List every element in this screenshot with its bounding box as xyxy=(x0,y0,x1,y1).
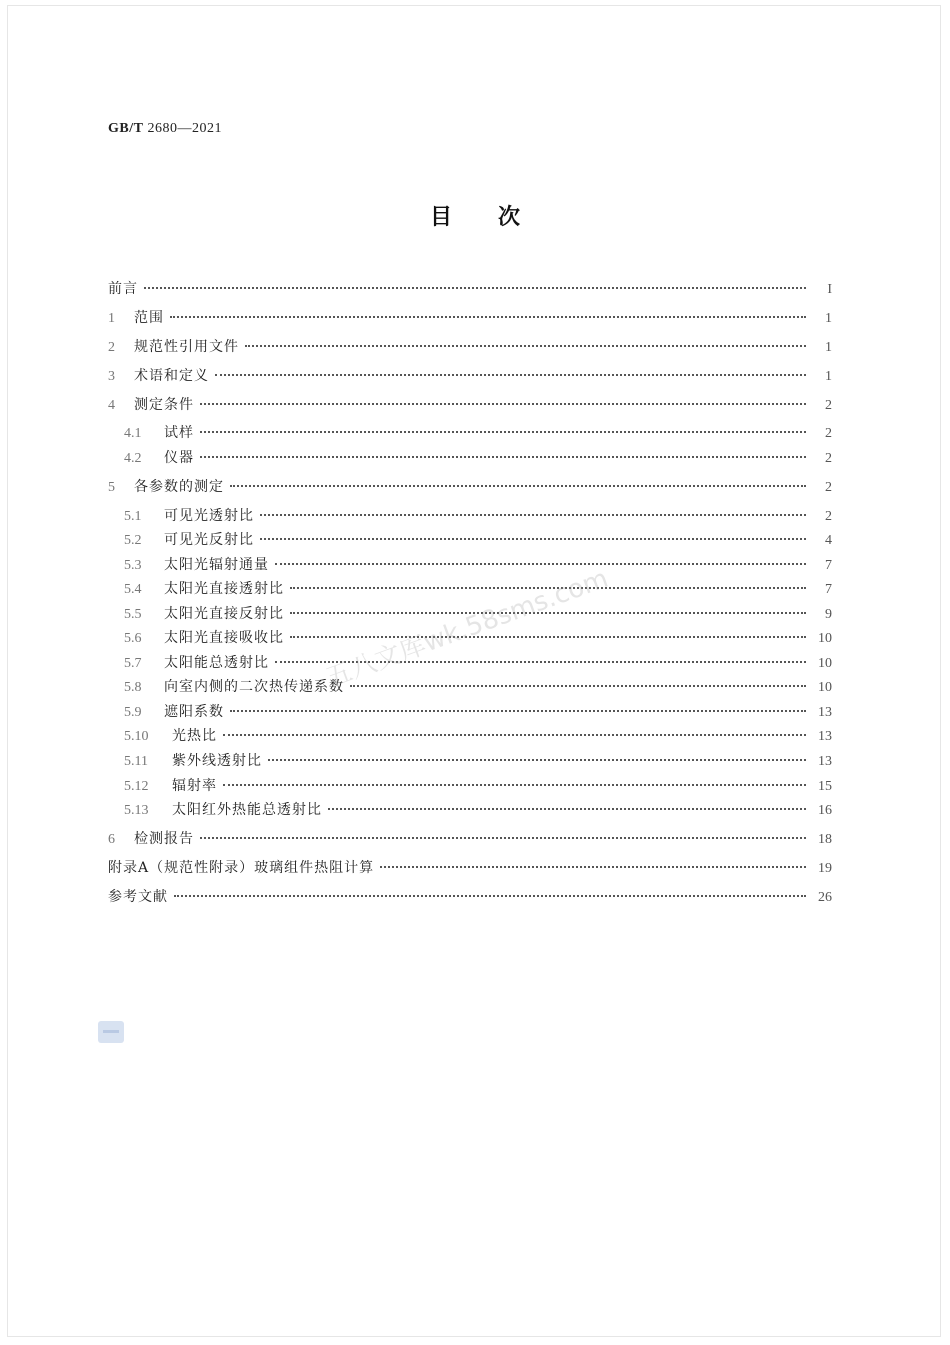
toc-entry-number: 3 xyxy=(108,369,115,384)
toc-page-number: 9 xyxy=(825,607,832,622)
dot-leader xyxy=(200,403,806,405)
toc-entry-5-8[interactable] xyxy=(124,676,832,698)
toc-entry-label: 各参数的测定 xyxy=(134,479,224,495)
toc-entry-label: 太阳光直接反射比 xyxy=(164,606,284,622)
toc-entry-label: 可见光透射比 xyxy=(164,508,254,524)
toc-page-number: 15 xyxy=(818,779,832,794)
publisher-logo-icon xyxy=(98,1021,124,1043)
toc-entry-5-11[interactable] xyxy=(124,750,832,772)
dot-leader xyxy=(328,808,806,810)
dot-leader xyxy=(380,866,806,868)
toc-entry-5-7[interactable] xyxy=(124,652,832,674)
toc-page-number: 18 xyxy=(818,832,832,847)
toc-entry-2[interactable] xyxy=(108,336,832,358)
dot-leader xyxy=(230,485,806,487)
toc-entry-number: 2 xyxy=(108,340,115,355)
toc-page-number: 2 xyxy=(825,480,832,495)
toc-entry-5-9[interactable] xyxy=(124,701,832,723)
toc-entry-5-3[interactable] xyxy=(124,554,832,576)
toc-page-number: I xyxy=(827,282,832,297)
dot-leader xyxy=(223,734,806,736)
dot-leader xyxy=(275,563,806,565)
toc-entry-3[interactable] xyxy=(108,365,832,387)
toc-entry-number: 4 xyxy=(108,398,115,413)
standard-number xyxy=(108,121,222,137)
toc-entry-label: 太阳光直接透射比 xyxy=(164,581,284,597)
watermark-text: 五八文库wk.58sms.com xyxy=(322,563,613,694)
toc-entry-6[interactable] xyxy=(108,828,832,850)
toc-entry-5-4[interactable] xyxy=(124,578,832,600)
dot-leader xyxy=(260,514,806,516)
dot-leader xyxy=(223,784,806,786)
toc-page-number: 19 xyxy=(818,861,832,876)
toc-entry-number: 5.10 xyxy=(124,729,149,744)
toc-entry-number: 5.1 xyxy=(124,509,142,524)
toc-entry-preface[interactable] xyxy=(108,278,832,300)
toc-entry-label: 检测报告 xyxy=(134,831,194,847)
standard-prefix: GB/T xyxy=(108,121,144,136)
toc-entry-label: 紫外线透射比 xyxy=(172,753,262,769)
dot-leader xyxy=(200,456,806,458)
dot-leader xyxy=(268,759,806,761)
toc-page-number: 1 xyxy=(825,369,832,384)
toc-page-number: 1 xyxy=(825,340,832,355)
toc-entry-number: 4.1 xyxy=(124,426,142,441)
toc-entry-appendix-a[interactable] xyxy=(108,857,832,879)
dot-leader xyxy=(230,710,806,712)
toc-entry-5-10[interactable] xyxy=(124,725,832,747)
toc-entry-label: 参考文献 xyxy=(108,889,168,905)
toc-page-number: 13 xyxy=(818,705,832,720)
toc-page-number: 13 xyxy=(818,729,832,744)
toc-entry-label: 太阳光辐射通量 xyxy=(164,557,269,573)
toc-entry-label: 附录A（规范性附录）玻璃组件热阻计算 xyxy=(108,860,375,876)
toc-entry-4[interactable] xyxy=(108,394,832,416)
toc-entry-5-13[interactable] xyxy=(124,799,832,821)
toc-entry-5-2[interactable] xyxy=(124,529,832,551)
toc-entry-label: 向室内侧的二次热传递系数 xyxy=(164,679,344,695)
toc-page-number: 10 xyxy=(818,631,832,646)
toc-entry-5-12[interactable] xyxy=(124,775,832,797)
toc-entry-number: 5.5 xyxy=(124,607,142,622)
toc-entry-5[interactable] xyxy=(108,476,832,498)
toc-entry-number: 6 xyxy=(108,832,115,847)
standard-code: 2680—2021 xyxy=(147,121,222,136)
toc-entry-number: 5.12 xyxy=(124,779,149,794)
toc-entry-label: 术语和定义 xyxy=(134,368,209,384)
toc-entry-number: 5.9 xyxy=(124,705,142,720)
toc-entry-label: 太阳光直接吸收比 xyxy=(164,630,284,646)
toc-entry-label: 前言 xyxy=(108,281,138,297)
toc-entry-number: 1 xyxy=(108,311,115,326)
toc-entry-number: 5.7 xyxy=(124,656,142,671)
toc-page-number: 13 xyxy=(818,754,832,769)
dot-leader xyxy=(290,636,806,638)
toc-page-number: 2 xyxy=(825,451,832,466)
dot-leader xyxy=(170,316,806,318)
toc-entry-number: 5.8 xyxy=(124,680,142,695)
toc-entry-label: 遮阳系数 xyxy=(164,704,224,720)
toc-page-number: 7 xyxy=(825,558,832,573)
toc-entry-label: 范围 xyxy=(134,310,164,326)
toc-page-number: 10 xyxy=(818,656,832,671)
toc-entry-label: 规范性引用文件 xyxy=(134,339,239,355)
dot-leader xyxy=(215,374,806,376)
toc-entry-number: 4.2 xyxy=(124,451,142,466)
toc-entry-number: 5.4 xyxy=(124,582,142,597)
toc-page-number: 2 xyxy=(825,398,832,413)
dot-leader xyxy=(200,431,806,433)
toc-entry-label: 太阳红外热能总透射比 xyxy=(172,802,322,818)
toc-entry-label: 可见光反射比 xyxy=(164,532,254,548)
toc-entry-4-2[interactable] xyxy=(124,447,832,469)
toc-entry-4-1[interactable] xyxy=(124,422,832,444)
toc-page-number: 2 xyxy=(825,426,832,441)
dot-leader xyxy=(174,895,806,897)
dot-leader xyxy=(144,287,806,289)
toc-entry-number: 5.13 xyxy=(124,803,149,818)
toc-entry-number: 5.3 xyxy=(124,558,142,573)
toc-page-number: 26 xyxy=(818,890,832,905)
dot-leader xyxy=(200,837,806,839)
toc-entry-label: 测定条件 xyxy=(134,397,194,413)
toc-entry-number: 5.11 xyxy=(124,754,148,769)
toc-entry-label: 辐射率 xyxy=(172,778,217,794)
page-title: 目次 xyxy=(429,205,566,230)
toc-entry-1[interactable] xyxy=(108,307,832,329)
dot-leader xyxy=(260,538,806,540)
toc-page-number: 4 xyxy=(825,533,832,548)
toc-entry-number: 5.6 xyxy=(124,631,142,646)
dot-leader xyxy=(350,685,806,687)
toc-entry-number: 5 xyxy=(108,480,115,495)
toc-page-number: 10 xyxy=(818,680,832,695)
toc-page-number: 1 xyxy=(825,311,832,326)
toc-entry-label: 光热比 xyxy=(172,728,217,744)
toc-entry-references[interactable] xyxy=(108,886,832,908)
toc-page-number: 7 xyxy=(825,582,832,597)
toc-page-number: 2 xyxy=(825,509,832,524)
toc-entry-number: 5.2 xyxy=(124,533,142,548)
toc-entry-label: 试样 xyxy=(164,425,194,441)
toc-entry-label: 太阳能总透射比 xyxy=(164,655,269,671)
dot-leader xyxy=(245,345,806,347)
toc-entry-label: 仪器 xyxy=(164,450,194,466)
toc-entry-5-1[interactable] xyxy=(124,505,832,527)
toc-page-number: 16 xyxy=(818,803,832,818)
